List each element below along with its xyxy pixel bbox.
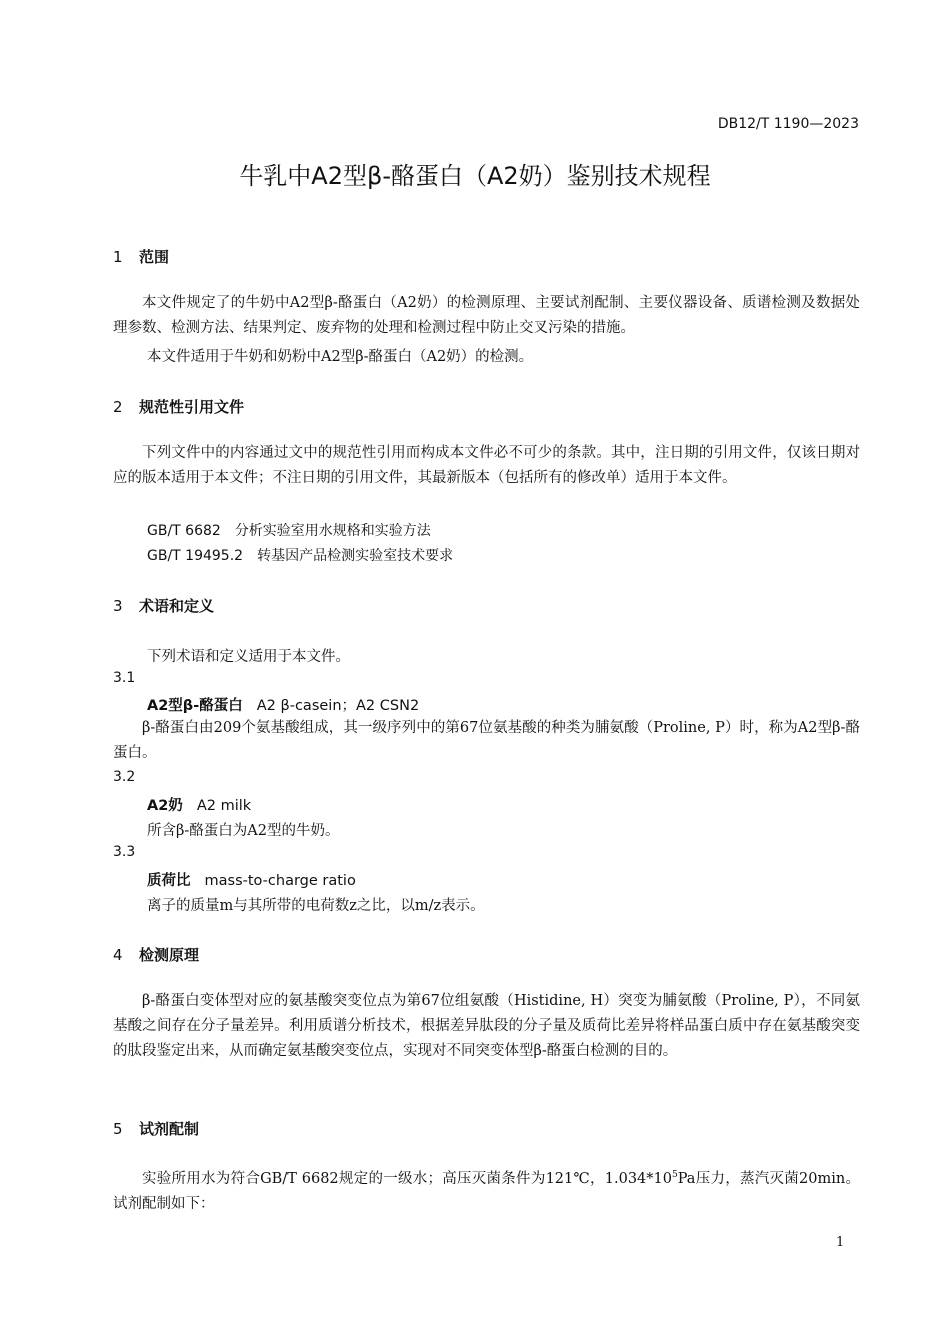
section-1-heading [113, 246, 169, 267]
section-3-paragraph-1: 下列术语和定义适用于本文件。 [147, 649, 350, 665]
term-number: 3.1 [113, 670, 136, 686]
reference-code: GB/T 6682 [147, 523, 221, 539]
term-zh: A2型β-酪蛋白 [147, 698, 243, 714]
reference-title: 分析实验室用水规格和实验方法 [234, 523, 431, 539]
document-title: 牛乳中A2型β-酪蛋白（A2奶）鉴别技术规程 [239, 162, 711, 190]
page-number: 1 [836, 1235, 845, 1250]
term-definition: 离子的质量m与其所带的电荷数z之比，以m/z表示。 [147, 898, 485, 914]
term-number: 3.3 [113, 844, 136, 860]
standard-number: DB12/T 1190—2023 [717, 116, 859, 132]
term-definition: 所含β-酪蛋白为A2型的牛奶。 [147, 823, 340, 839]
section-title: 术语和定义 [139, 597, 215, 615]
section-number: 1 [113, 248, 123, 266]
term-zh: 质荷比 [147, 873, 191, 889]
section-number: 5 [113, 1120, 123, 1138]
normative-reference [147, 545, 453, 565]
section-3-heading [113, 595, 214, 616]
superscript: 5 [671, 1170, 678, 1180]
text-run: 实验所用水为符合GB/T 6682规定的一级水；高压灭菌条件为121℃，1.034*10 [142, 1170, 672, 1187]
section-title: 试剂配制 [139, 1120, 200, 1138]
term-definition: β-酪蛋白由209个氨基酸组成，其一级序列中的第67位氨基酸的种类为脯氨酸（Proline, P）时，称为A2型β-酪蛋白。 [113, 720, 860, 761]
section-4-heading [113, 944, 199, 965]
section-2-heading [113, 396, 244, 417]
reference-code: GB/T 19495.2 [147, 548, 244, 564]
section-5-heading [113, 1118, 199, 1139]
normative-reference [147, 520, 431, 540]
section-number: 3 [113, 597, 123, 615]
section-title: 规范性引用文件 [139, 398, 245, 416]
term-entry [147, 869, 356, 890]
term-entry [147, 794, 251, 815]
section-number: 2 [113, 398, 123, 416]
section-title: 检测原理 [139, 946, 200, 964]
reference-title: 转基因产品检测实验室技术要求 [257, 548, 454, 564]
term-zh: A2奶 [147, 798, 183, 814]
term-number: 3.2 [113, 769, 136, 785]
section-number: 4 [113, 946, 123, 964]
term-en: mass-to-charge ratio [204, 873, 356, 889]
section-title: 范围 [139, 248, 170, 266]
section-2-paragraph-1: 下列文件中的内容通过文中的规范性引用而构成本文件必不可少的条款。其中，注日期的引用文件，仅该日期对应的版本适用于本文件；不注日期的引用文件，其最新版本（包括所有的修改单）适用于本文件。 [113, 445, 860, 486]
term-entry [147, 694, 419, 715]
term-en: A2 milk [196, 798, 252, 814]
term-en: A2 β-casein；A2 CSN2 [256, 698, 420, 714]
section-4-paragraph-1: β-酪蛋白变体型对应的氨基酸突变位点为第67位组氨酸（Histidine, H）突变为脯氨酸（Proline, P），不同氨基酸之间存在分子量差异。利用质谱分析技术，根据差异肽段的分子量及质荷比差异将样品蛋白质中存在氨基酸突变的肽段鉴定出来，从而确定氨基酸突变位点，实现对不同突变体型β-酪蛋白检测的目的。 [113, 993, 860, 1059]
text-run: Pa压力，蒸汽灭菌20min。试剂配制如下： [113, 1170, 860, 1212]
section-1-paragraph-2: 本文件适用于牛奶和奶粉中A2型β-酪蛋白（A2奶）的检测。 [147, 349, 534, 365]
section-5-paragraph-1 [113, 1163, 860, 1217]
section-1-paragraph-1: 本文件规定了的牛奶中A2型β-酪蛋白（A2奶）的检测原理、主要试剂配制、主要仪器设备、质谱检测及数据处理参数、检测方法、结果判定、废弃物的处理和检测过程中防止交叉污染的措施。 [113, 295, 860, 336]
